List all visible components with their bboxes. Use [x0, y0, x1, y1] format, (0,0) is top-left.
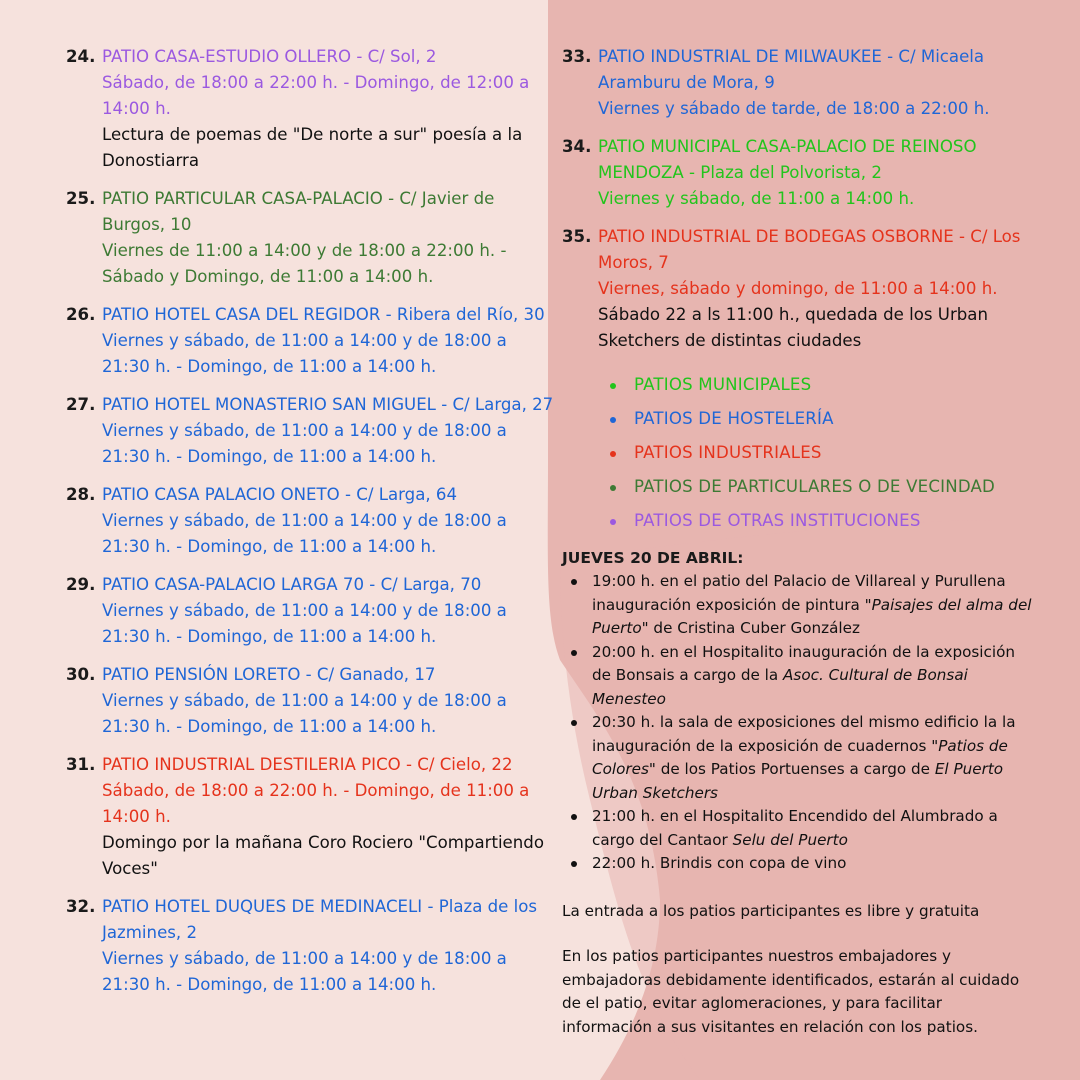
entry-title: PATIO CASA-PALACIO LARGA 70 - C/ Larga, 70 — [102, 575, 482, 594]
entry-hours: Viernes y sábado, de 11:00 a 14:00 y de 18:00 a 21:30 h. - Domingo, de 11:00 a 14:00 h. — [102, 691, 507, 736]
event-exhibition-title: "Patios de Colores" — [592, 736, 1008, 778]
legend-item-instituciones — [562, 504, 1032, 538]
event-text: 21:00 h. en el Hospitalito Encendido del Alumbrado a cargo del Cantaor — [592, 807, 998, 849]
event-organizer: El Puerto Urban Sketchers — [592, 760, 1004, 802]
entry-hours: Viernes y sábado, de 11:00 a 14:00 y de 18:00 a 21:30 h. - Domingo, de 11:00 a 14:00 h. — [102, 949, 507, 994]
event-item — [562, 805, 1032, 852]
legend-label: PATIOS DE HOSTELERÍA — [634, 409, 834, 428]
patio-entry-32 — [66, 894, 556, 998]
event-item — [562, 852, 1032, 876]
color-legend — [562, 368, 1032, 538]
entry-hours: Viernes y sábado de tarde, de 18:00 a 22:00 h. — [598, 99, 990, 118]
patio-entry-27 — [66, 392, 556, 470]
entry-number: 30. — [66, 665, 96, 684]
entry-title: PATIO CASA-ESTUDIO OLLERO - C/ Sol, 2 — [102, 47, 437, 66]
entry-title: PATIO INDUSTRIAL DE MILWAUKEE - C/ Micaela Aramburu de Mora, 9 — [598, 47, 985, 92]
entry-number: 35. — [562, 227, 592, 246]
patio-entry-33 — [562, 44, 1032, 122]
bullet-icon — [571, 579, 577, 585]
entry-hours: Viernes, sábado y domingo, de 11:00 a 14:00 h. — [598, 279, 998, 298]
entry-number: 25. — [66, 189, 96, 208]
event-performer: Selu del Puerto — [732, 830, 848, 849]
entry-hours: Viernes de 11:00 a 14:00 y de 18:00 a 22:00 h. - Sábado y Domingo, de 11:00 a 14:00 h. — [102, 241, 507, 286]
entry-number: 32. — [66, 897, 96, 916]
legend-item-hosteleria — [562, 402, 1032, 436]
entry-title: PATIO CASA PALACIO ONETO - C/ Larga, 64 — [102, 485, 458, 504]
patio-entry-31 — [66, 752, 556, 882]
entry-title: PATIO PENSIÓN LORETO - C/ Ganado, 17 — [102, 665, 436, 684]
event-organizer: Asoc. Cultural de Bonsai Menesteo — [592, 666, 968, 708]
bullet-icon — [610, 417, 616, 423]
legend-label: PATIOS MUNICIPALES — [634, 375, 812, 394]
ambassadors-note: En los patios participantes nuestros embajadores y embajadoras debidamente identificados, estarán al cuidado de el patio, evitar aglomeraciones, y para facilitar información a sus visitantes en relación con los patios. — [562, 947, 1020, 1036]
bullet-icon — [571, 720, 577, 726]
entry-number: 29. — [66, 575, 96, 594]
entry-hours: Viernes y sábado, de 11:00 a 14:00 h. — [598, 189, 915, 208]
bullet-icon — [571, 814, 577, 820]
entry-title: PATIO HOTEL CASA DEL REGIDOR - Ribera del Río, 30 — [102, 305, 545, 324]
entry-number: 24. — [66, 47, 96, 66]
entry-number: 28. — [66, 485, 96, 504]
patio-entry-24 — [66, 44, 556, 174]
event-text: 20:00 h. en el Hospitalito inauguración de la exposición de Bonsais a cargo de la — [592, 642, 1016, 684]
entry-note: Lectura de poemas de "De norte a sur" poesía a la Donostiarra — [102, 125, 523, 170]
entry-number: 34. — [562, 137, 592, 156]
entry-hours: Viernes y sábado, de 11:00 a 14:00 y de 18:00 a 21:30 h. - Domingo, de 11:00 a 14:00 h. — [102, 511, 507, 556]
left-column — [66, 44, 556, 998]
legend-item-industriales — [562, 436, 1032, 470]
legend-label: PATIOS DE PARTICULARES O DE VECINDAD — [634, 477, 996, 496]
entry-hours: Sábado, de 18:00 a 22:00 h. - Domingo, de 11:00 a 14:00 h. — [102, 781, 530, 826]
patio-entry-34 — [562, 134, 1032, 212]
entry-hours: Sábado, de 18:00 a 22:00 h. - Domingo, de 12:00 a 14:00 h. — [102, 73, 530, 118]
bullet-icon — [571, 650, 577, 656]
events-list — [562, 570, 1032, 876]
patio-entry-26 — [66, 302, 556, 380]
entry-number: 31. — [66, 755, 96, 774]
bullet-icon — [610, 383, 616, 389]
entry-title: PATIO INDUSTRIAL DE BODEGAS OSBORNE - C/ Los Moros, 7 — [598, 227, 1021, 272]
event-text: de los Patios Portuenses a cargo de — [655, 760, 935, 778]
bullet-icon — [610, 485, 616, 491]
patio-entry-28 — [66, 482, 556, 560]
bullet-icon — [571, 861, 577, 867]
event-item — [562, 570, 1032, 641]
patio-entry-25 — [66, 186, 556, 290]
entry-number: 27. — [66, 395, 96, 414]
legend-label: PATIOS DE OTRAS INSTITUCIONES — [634, 511, 921, 530]
event-item — [562, 711, 1032, 805]
entry-number: 26. — [66, 305, 96, 324]
entry-title: PATIO INDUSTRIAL DESTILERIA PICO - C/ Cielo, 22 — [102, 755, 513, 774]
entry-note: Domingo por la mañana Coro Rociero "Compartiendo Voces" — [102, 833, 544, 878]
patio-entry-30 — [66, 662, 556, 740]
event-text: 22:00 h. Brindis con copa de vino — [592, 854, 847, 872]
entry-title: PATIO HOTEL DUQUES DE MEDINACELI - Plaza de los Jazmines, 2 — [102, 897, 538, 942]
entry-hours: Viernes y sábado, de 11:00 a 14:00 y de 18:00 a 21:30 h. - Domingo, de 11:00 a 14:00 h. — [102, 421, 507, 466]
events-heading: JUEVES 20 DE ABRIL: — [562, 549, 744, 567]
bullet-icon — [610, 451, 616, 457]
entry-hours: Viernes y sábado, de 11:00 a 14:00 y de 18:00 a 21:30 h. - Domingo, de 11:00 a 14:00 h. — [102, 601, 507, 646]
free-entry-note: La entrada a los patios participantes es libre y gratuita — [562, 901, 980, 920]
legend-label: PATIOS INDUSTRIALES — [634, 443, 822, 462]
legend-item-municipales — [562, 368, 1032, 402]
entry-title: PATIO PARTICULAR CASA-PALACIO - C/ Javier de Burgos, 10 — [102, 189, 495, 234]
event-text: 20:30 h. la sala de exposiciones del mismo edificio la la inauguración de la exposición de cuadernos — [592, 713, 1016, 755]
entry-note: Sábado 22 a ls 11:00 h., quedada de los Urban Sketchers de distintas ciudades — [598, 305, 988, 350]
entry-title: PATIO MUNICIPAL CASA-PALACIO DE REINOSO MENDOZA - Plaza del Polvorista, 2 — [598, 137, 977, 182]
right-column — [562, 44, 1032, 1039]
entry-number: 33. — [562, 47, 592, 66]
event-text: 19:00 h. en el patio del Palacio de Villareal y Purullena inauguración exposición de pintura — [592, 572, 1006, 614]
bullet-icon — [610, 519, 616, 525]
legend-item-particulares — [562, 470, 1032, 504]
entry-title: PATIO HOTEL MONASTERIO SAN MIGUEL - C/ Larga, 27 — [102, 395, 554, 414]
patio-entry-29 — [66, 572, 556, 650]
event-text: de Cristina Cuber González — [648, 619, 860, 637]
event-exhibition-title: "Paisajes del alma del Puerto" — [592, 595, 1032, 637]
patio-entry-35 — [562, 224, 1032, 354]
entry-hours: Viernes y sábado, de 11:00 a 14:00 y de 18:00 a 21:30 h. - Domingo, de 11:00 a 14:00 h. — [102, 331, 507, 376]
event-item — [562, 641, 1032, 712]
